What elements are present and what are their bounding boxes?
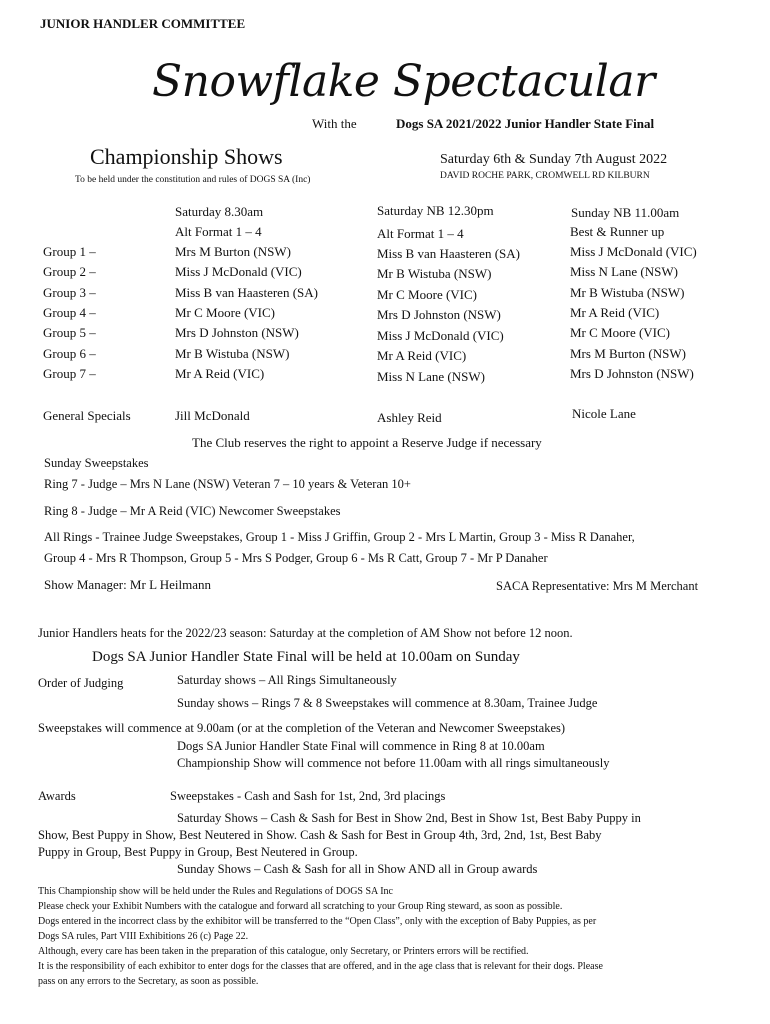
- col3-judge: Miss N Lane (NSW): [570, 264, 678, 279]
- order-of-judging-label: Order of Judging: [38, 676, 124, 690]
- sweepstakes-heading: Sunday Sweepstakes: [44, 456, 149, 470]
- sweepstakes-all-rings-line2: Group 4 - Mrs R Thompson, Group 5 - Mrs S Podger, Group 6 - Ms R Catt, Group 7 - Mr P Danaher: [44, 551, 548, 565]
- event-dates: Saturday 6th & Sunday 7th August 2022: [440, 152, 668, 167]
- shows-title: Championship Shows: [90, 144, 283, 169]
- fine-print-line: Although, every care has been taken in the preparation of this catalogue, only Secretary, or Printers errors will be rectified.: [38, 946, 529, 957]
- col2-judge: Mr C Moore (VIC): [377, 287, 478, 302]
- sweepstakes-ring8: Ring 8 - Judge – Mr A Reid (VIC) Newcomer Sweepstakes: [44, 504, 341, 518]
- col1-specials-judge: Jill McDonald: [175, 408, 250, 423]
- col2-judge: Miss N Lane (NSW): [377, 369, 485, 384]
- awards-saturday-line3: Puppy in Group, Best Puppy in Group, Best Neutered in Group.: [38, 845, 358, 859]
- col2-format: Alt Format 1 – 4: [377, 226, 464, 241]
- judging-championship: Championship Show will commence not before 11.00am with all rings simultaneously: [177, 756, 610, 770]
- sweepstakes-all-rings-line1: All Rings - Trainee Judge Sweepstakes, Group 1 - Miss J Griffin, Group 2 - Mrs L Martin, Group 3 - Miss R Danaher,: [44, 530, 635, 544]
- col1-judge: Miss B van Haasteren (SA): [175, 285, 318, 300]
- col3-specials-judge: Nicole Lane: [572, 406, 636, 421]
- fine-print-line: pass on any errors to the Secretary, as soon as possible.: [38, 976, 259, 987]
- col2-header: Saturday NB 12.30pm: [377, 203, 494, 218]
- awards-sunday: Sunday Shows – Cash & Sash for all in Show AND all in Group awards: [177, 862, 538, 876]
- group-label-1: Group 1 –: [43, 244, 96, 259]
- col1-judge: Mr C Moore (VIC): [175, 305, 276, 320]
- awards-label: Awards: [38, 789, 76, 803]
- col1-header: Saturday 8.30am: [175, 204, 264, 219]
- junior-final-heading: Dogs SA Junior Handler State Final will be held at 10.00am on Sunday: [92, 649, 520, 665]
- awards-saturday-line1: Saturday Shows – Cash & Sash for Best in Show 2nd, Best in Show 1st, Best Baby Puppy in: [177, 811, 641, 825]
- judging-sweepstakes: Sweepstakes will commence at 9.00am (or at the completion of the Veteran and Newcomer Sweepstakes): [38, 721, 566, 735]
- group-label-4: Group 4 –: [43, 305, 96, 320]
- col1-judge: Mrs M Burton (NSW): [175, 244, 291, 259]
- state-final-heading: Dogs SA 2021/2022 Junior Handler State Final: [396, 116, 655, 131]
- col3-judge: Mrs M Burton (NSW): [570, 346, 686, 361]
- col3-header: Sunday NB 11.00am: [571, 205, 680, 220]
- col1-judge: Mr A Reid (VIC): [175, 366, 265, 381]
- col2-judge: Miss J McDonald (VIC): [377, 328, 504, 343]
- fine-print-line: Dogs entered in the incorrect class by the exhibitor will be transferred to the “Open Class”, only with the exception of Baby Puppies, as per: [38, 916, 597, 927]
- sweepstakes-ring7: Ring 7 - Judge – Mrs N Lane (NSW) Veteran 7 – 10 years & Veteran 10+: [44, 477, 411, 491]
- group-label-6: Group 6 –: [43, 346, 96, 361]
- col3-judge: Miss J McDonald (VIC): [570, 244, 697, 259]
- group-label-3: Group 3 –: [43, 285, 96, 300]
- col1-format: Alt Format 1 – 4: [175, 224, 262, 239]
- col1-judge: Mr B Wistuba (NSW): [175, 346, 290, 361]
- group-label-7: Group 7 –: [43, 366, 96, 381]
- judging-state-final: Dogs SA Junior Handler State Final will commence in Ring 8 at 10.00am: [177, 739, 545, 753]
- fine-print-line: It is the responsibility of each exhibitor to enter dogs for the classes that are offered, and in the age class that is relevant for their dogs. Please: [38, 961, 603, 972]
- show-manager: Show Manager: Mr L Heilmann: [44, 577, 212, 592]
- col3-judge: Mrs D Johnston (NSW): [570, 366, 694, 381]
- col2-judge: Mr A Reid (VIC): [377, 348, 467, 363]
- col2-judge: Miss B van Haasteren (SA): [377, 246, 520, 261]
- fine-print-line: This Championship show will be held under the Rules and Regulations of DOGS SA Inc: [38, 886, 393, 897]
- saca-representative: SACA Representative: Mrs M Merchant: [496, 579, 699, 593]
- committee-heading: JUNIOR HANDLER COMMITTEE: [40, 16, 246, 31]
- col2-judge: Mr B Wistuba (NSW): [377, 266, 492, 281]
- col3-judge: Mr B Wistuba (NSW): [570, 285, 685, 300]
- general-specials-label: General Specials: [43, 408, 131, 423]
- col1-judge: Miss J McDonald (VIC): [175, 264, 302, 279]
- judging-saturday: Saturday shows – All Rings Simultaneously: [177, 673, 397, 687]
- constitution-subtitle: To be held under the constitution and rules of DOGS SA (Inc): [75, 175, 311, 185]
- event-venue: DAVID ROCHE PARK, CROMWELL RD KILBURN: [440, 171, 650, 181]
- col3-format: Best & Runner up: [570, 224, 665, 239]
- group-label-2: Group 2 –: [43, 264, 96, 279]
- col2-judge: Mrs D Johnston (NSW): [377, 307, 501, 322]
- fine-print-line: Please check your Exhibit Numbers with the catalogue and forward all scratching to your Group Ring steward, as soon as possible.: [38, 901, 563, 912]
- reserve-judge-note: The Club reserves the right to appoint a Reserve Judge if necessary: [192, 435, 542, 450]
- group-label-5: Group 5 –: [43, 325, 96, 340]
- event-title: Snowflake Spectacular: [152, 56, 655, 107]
- junior-heats-note: Junior Handlers heats for the 2022/23 season: Saturday at the completion of AM Show not before 12 noon.: [38, 626, 573, 640]
- col1-judge: Mrs D Johnston (NSW): [175, 325, 299, 340]
- awards-saturday-line2: Show, Best Puppy in Show, Best Neutered in Show. Cash & Sash for Best in Group 4th, 3rd, 2nd, 1st, Best Baby: [38, 828, 602, 842]
- judging-sunday: Sunday shows – Rings 7 & 8 Sweepstakes will commence at 8.30am, Trainee Judge: [177, 696, 598, 710]
- col2-specials-judge: Ashley Reid: [377, 410, 442, 425]
- col3-judge: Mr C Moore (VIC): [570, 325, 671, 340]
- col3-judge: Mr A Reid (VIC): [570, 305, 660, 320]
- with-the-label: With the: [312, 116, 357, 131]
- fine-print-line: Dogs SA rules, Part VIII Exhibitions 26 (c) Page 22.: [38, 931, 249, 942]
- awards-sweepstakes: Sweepstakes - Cash and Sash for 1st, 2nd, 3rd placings: [170, 789, 446, 803]
